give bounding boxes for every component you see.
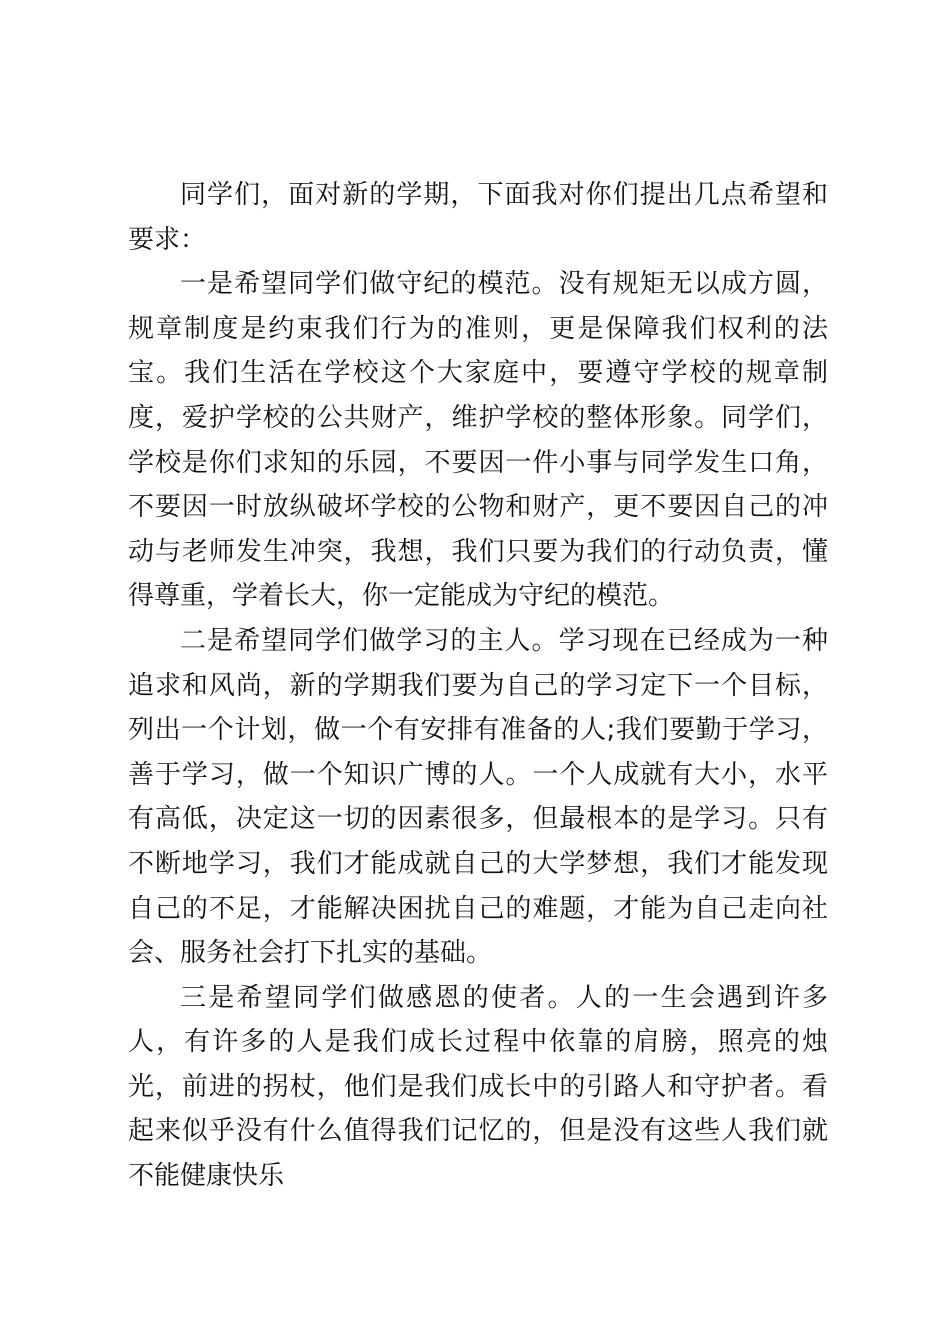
paragraph-learning: 二是希望同学们做学习的主人。学习现在已经成为一种追求和风尚，新的学期我们要为自己的学习定下一个目标，列出一个计划，做一个有安排有准备的人;我们要勤于学习，善于学习，做一个知识广博的人。一个人成就有大小，水平有高低，决定这一切的因素很多，但最根本的是学习。只有不断地学习，我们才能成就自己的大学梦想，我们才能发现自己的不足，才能解决困扰自己的难题，才能为自己走向社会、服务社会打下扎实的基础。 bbox=[128, 625, 828, 969]
paragraph-gratitude: 三是希望同学们做感恩的使者。人的一生会遇到许多人，有许多的人是我们成长过程中依靠的肩膀，照亮的烛光，前进的拐杖，他们是我们成长中的引路人和守护者。看起来似乎没有什么值得我们记忆的，但是没有这些人我们就不能健康快乐 bbox=[128, 982, 828, 1192]
document-body bbox=[128, 173, 828, 1199]
paragraph-discipline: 一是希望同学们做守纪的模范。没有规矩无以成方圆，规章制度是约束我们行为的准则，更是保障我们权利的法宝。我们生活在学校这个大家庭中，要遵守学校的规章制度，爱护学校的公共财产，维护学校的整体形象。同学们，学校是你们求知的乐园，不要因一件小事与同学发生口角，不要因一时放纵破坏学校的公物和财产，更不要因自己的冲动与老师发生冲突，我想，我们只要为我们的行动负责，懂得尊重，学着长大，你一定能成为守纪的模范。 bbox=[128, 269, 828, 612]
paragraph-intro: 同学们，面对新的学期，下面我对你们提出几点希望和要求： bbox=[128, 180, 828, 255]
